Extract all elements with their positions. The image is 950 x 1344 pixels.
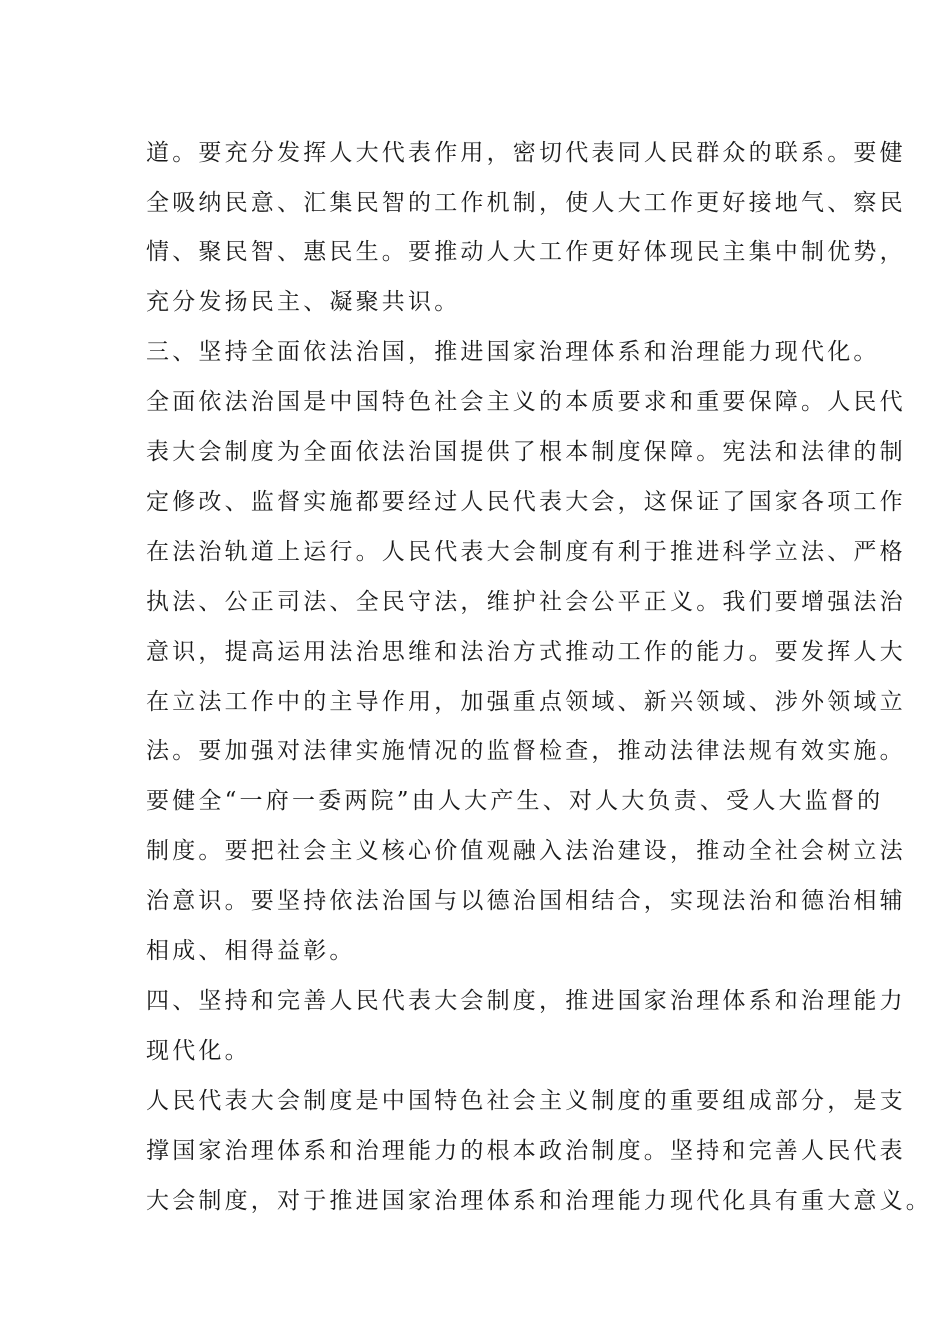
text-line: 全面依法治国是中国特色社会主义的本质要求和重要保障。人民代: [146, 389, 906, 415]
text-line: 全吸纳民意、汇集民智的工作机制，使人大工作更好接地气、察民: [146, 190, 906, 216]
text-line: 情、聚民智、惠民生。要推动人大工作更好体现民主集中制优势，: [146, 239, 906, 265]
text-line: 人民代表大会制度是中国特色社会主义制度的重要组成部分，是支: [146, 1088, 906, 1114]
text-line: 撑国家治理体系和治理能力的根本政治制度。坚持和完善人民代表: [146, 1138, 906, 1164]
section-heading-3: 三、坚持全面依法治国，推进国家治理体系和治理能力现代化。: [146, 339, 880, 365]
text-line: 意识，提高运用法治思维和法治方式推动工作的能力。要发挥人大: [146, 639, 906, 665]
text-line: 法。要加强对法律实施情况的监督检查，推动法律法规有效实施。: [146, 738, 906, 764]
text-line: 大会制度，对于推进国家治理体系和治理能力现代化具有重大意义。: [146, 1188, 932, 1214]
text-line: 表大会制度为全面依法治国提供了根本制度保障。宪法和法律的制: [146, 439, 906, 465]
text-line: 充分发扬民主、凝聚共识。: [146, 289, 461, 315]
text-line: 执法、公正司法、全民守法，维护社会公平正义。我们要增强法治: [146, 589, 906, 615]
text-line: 治意识。要坚持依法治国与以德治国相结合，实现法治和德治相辅: [146, 888, 906, 914]
text-line: 在立法工作中的主导作用，加强重点领域、新兴领域、涉外领域立: [146, 689, 906, 715]
text-line: 在法治轨道上运行。人民代表大会制度有利于推进科学立法、严格: [146, 539, 906, 565]
section-heading-4-cont: 现代化。: [146, 1038, 251, 1064]
text-line: 相成、相得益彰。: [146, 938, 356, 964]
text-line: 道。要充分发挥人大代表作用，密切代表同人民群众的联系。要健: [146, 140, 906, 166]
text-line: 定修改、监督实施都要经过人民代表大会，这保证了国家各项工作: [146, 489, 906, 515]
section-heading-4: 四、坚持和完善人民代表大会制度，推进国家治理体系和治理能力: [146, 988, 906, 1014]
text-line: 要健全“一府一委两院”由人大产生、对人大负责、受人大监督的: [146, 788, 884, 814]
text-line: 制度。要把社会主义核心价值观融入法治建设，推动全社会树立法: [146, 838, 906, 864]
